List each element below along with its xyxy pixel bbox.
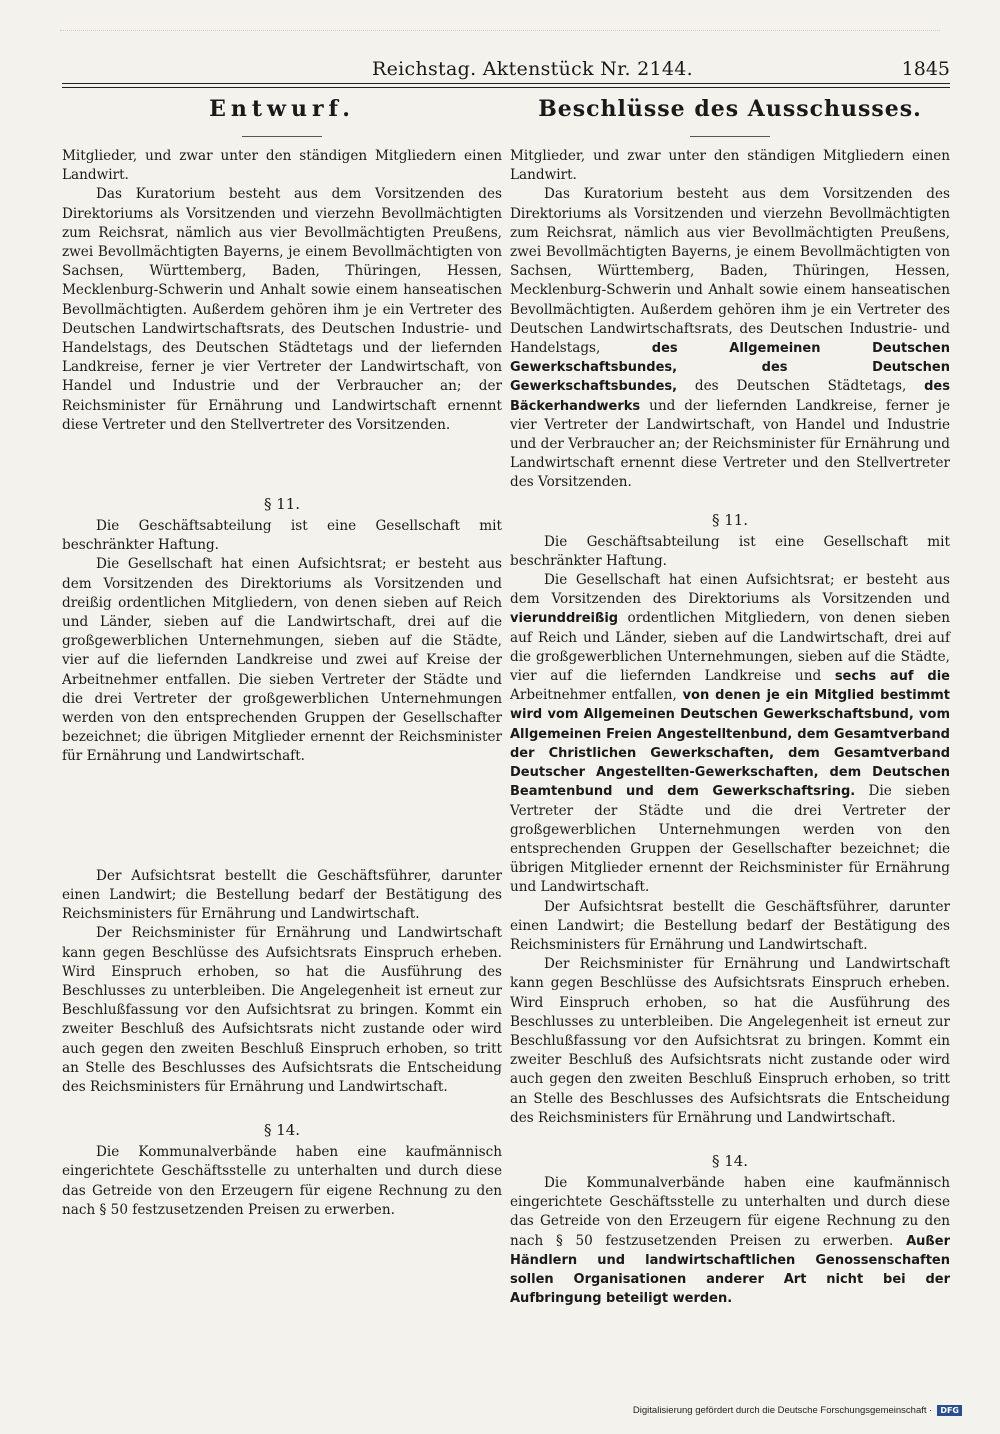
section-heading: § 11. <box>711 510 749 529</box>
scan-edge-noise <box>60 30 940 32</box>
left-column-title: Entwurf. <box>209 96 355 122</box>
text-run: Die Kommunalverbände haben eine kaufmännisch eingerichtete Geschäftsstelle zu unterhalten und durch diese das Getreide von den Erzeugern für eigene Rechnung zu den nach § 50 festzusetzenden Preisen zu erwerben. <box>510 1174 950 1249</box>
text-run: Arbeitnehmer entfallen, <box>510 687 677 704</box>
text-run: Die sieben Vertreter der Städte und die drei Vertreter der großgewerblichen Unternehmungen werden von den entsprechenden Gruppen der Gesellschafter bezeichnet; die übrigen Mitglieder ernennt der Reichsminister für Ernährung und Landwirtschaft. <box>510 783 950 896</box>
paragraph: Mitglieder, und zwar unter den ständigen Mitgliedern einen Landwirt. <box>62 148 502 184</box>
paragraph: Der Reichsminister für Ernährung und Landwirtschaft kann gegen Beschlüsse des Aufsichtsrats Einspruch erheben. Wird Einspruch erhoben, so hat die Ausführung des Beschlusses zu unterbleiben. Die Angelegenheit ist erneut zur Beschlußfassung vor den Aufsichtsrat zu bringen. Kommt ein zweiter Beschluß des Aufsichtsrats nicht zustande oder wird auch gegen den zweiten Beschluß Einspruch erhoben, so tritt an Stelle des Beschlusses des Aufsichtsrats die Entscheidung des Reichsministers für Ernährung und Landwirtschaft. <box>510 956 950 1126</box>
paragraph: Der Aufsichtsrat bestellt die Geschäftsführer, darunter einen Landwirt; die Bestellung bedarf der Bestätigung des Reichsministers für Ernährung und Landwirtschaft. <box>62 867 502 923</box>
amendment-text: vierunddreißig <box>510 611 619 627</box>
paragraph: Die Geschäftsabteilung ist eine Gesellschaft mit beschränkter Haftung. <box>510 533 950 569</box>
text-run: Die Gesellschaft hat einen Aufsichtsrat; er besteht aus dem Vorsitzenden des Direktoriums als Vorsitzenden und <box>510 572 950 608</box>
text-run: Das Kuratorium besteht aus dem Vorsitzenden des Direktoriums als Vorsitzenden und vierzehn Bevollmächtigten zum Reichsrat, nämlich aus vier Bevollmächtigten Preußens, zwei Bevollmächtigten Bayerns, je einem Bevollmächtigten von Sachsen, Württemberg, Baden, Thüringen, Hessen, Mecklenburg-Schwerin und Anhalt sowie einem hanseatischen Bevollmächtigten. Außerdem gehören ihm je ein Vertreter des Deutschen Landwirtschaftsrats, des Deutschen Industrie- und Handelstags, <box>510 186 950 357</box>
paragraph: Der Aufsichtsrat bestellt die Geschäftsführer, darunter einen Landwirt; die Bestellung bedarf der Bestätigung des Reichsministers für Ernährung und Landwirtschaft. <box>510 898 950 953</box>
text-run: und der liefernden Landkreise, ferner je vier Vertreter der Landwirtschaft, von Handel und Industrie und der Verbraucher an; der Reichsminister für Ernährung und Landwirtschaft ernennt diese Vertreter und den Stellvertreter des Vorsitzenden. <box>510 397 950 491</box>
page-header <box>62 58 950 82</box>
paragraph: Die Kommunalverbände haben eine kaufmännisch eingerichtete Geschäftsstelle zu unterhalten und durch diese das Getreide von den Erzeugern für eigene Rechnung zu den nach § 50 festzusetzenden Preisen zu erwerben. <box>62 1144 502 1218</box>
title-rule <box>690 136 770 137</box>
paragraph: Die Gesellschaft hat einen Aufsichtsrat; er besteht aus dem Vorsitzenden des Direktoriums als Vorsitzenden und dreißig ordentlichen Mitgliedern, von denen sieben auf Reich und Länder, sieben auf die Landwirtschaft, drei auf die großgewerblichen Unternehmungen, sieben auf die Städte, vier auf die liefernden Landkreise und zwei auf Kreise der Arbeitnehmer entfallen. Die sieben Vertreter der Städte und die drei Vertreter der großgewerblichen Unternehmungen werden von den entsprechenden Gruppen der Gesellschafter bezeichnet; die übrigen Mitglieder ernennt der Reichsminister für Ernährung und Landwirtschaft. <box>62 556 502 765</box>
amendment-text: des Bäckerhandwerks <box>510 379 950 414</box>
paragraph <box>510 1174 950 1308</box>
paragraph: Die Geschäftsabteilung ist eine Gesellschaft mit beschränkter Haftung. <box>62 518 502 554</box>
paragraph <box>510 185 950 492</box>
section-heading: § 11. <box>263 495 301 514</box>
text-run: des Deutschen Städtetags, <box>694 378 907 395</box>
left-column-draft <box>62 96 502 1346</box>
paragraph: Das Kuratorium besteht aus dem Vorsitzenden des Direktoriums als Vorsitzenden und vierzehn Bevollmächtigten zum Reichsrat, nämlich aus vier Bevollmächtigten Preußens, zwei Bevollmächtigten Bayerns, je einem Bevollmächtigten von Sachsen, Württemberg, Baden, Thüringen, Hessen, Mecklenburg-Schwerin und Anhalt sowie einem hanseatischen Bevollmächtigten. Außerdem gehören ihm je ein Vertreter des Deutschen Landwirtschaftsrats, des Deutschen Industrie- und Handelstags, des Deutschen Städtetags und der liefernden Landkreise, ferner je vier Vertreter der Landwirtschaft, von Handel und Industrie und der Verbraucher an; der Reichsminister für Ernährung und Landwirtschaft ernennt diese Vertreter und den Stellvertreter des Vorsitzenden. <box>62 186 502 433</box>
amendment-text: sechs auf die <box>834 669 950 685</box>
digitization-credit <box>633 1405 962 1416</box>
dfg-logo: DFG <box>937 1405 962 1416</box>
page-number: 1845 <box>901 58 950 80</box>
credit-text: Digitalisierung gefördert durch die Deutsche Forschungsgemeinschaft · <box>632 1405 933 1416</box>
right-column-committee <box>510 96 950 1346</box>
running-title: Reichstag. Aktenstück Nr. 2144. <box>372 58 694 80</box>
paragraph <box>510 571 950 897</box>
section-heading: § 14. <box>711 1151 749 1170</box>
amendment-text: des Allgemeinen Deutschen Gewerkschaftsbundes, des Deutschen Gewerkschaftsbundes, <box>510 341 950 395</box>
right-column-title: Beschlüsse des Ausschusses. <box>538 96 922 122</box>
paragraph: Mitglieder, und zwar unter den ständigen Mitgliedern einen Landwirt. <box>510 148 950 184</box>
spacer <box>62 767 502 867</box>
paragraph: Der Reichsminister für Ernährung und Landwirtschaft kann gegen Beschlüsse des Aufsichtsrats Einspruch erheben. Wird Einspruch erhoben, so hat die Ausführung des Beschlusses zu unterbleiben. Die Angelegenheit ist erneut zur Beschlußfassung vor den Aufsichtsrat zu bringen. Kommt ein zweiter Beschluß des Aufsichtsrats nicht zustande oder wird auch gegen den zweiten Beschluß Einspruch erhoben, so tritt an Stelle des Beschlusses des Aufsichtsrats die Entscheidung des Reichsministers für Ernährung und Landwirtschaft. <box>62 925 502 1095</box>
amendment-text: Außer Händlern und landwirtschaftlichen Genossenschaften sollen Organisationen anderer Art nicht bei der Aufbringung beteiligt werden. <box>510 1233 950 1307</box>
section-heading: § 14. <box>263 1121 301 1140</box>
title-rule <box>242 136 322 137</box>
text-run: ordentlichen Mitgliedern, von denen sieben auf Reich und Länder, sieben auf die Landwirtschaft, drei auf die großgewerblichen Unternehmungen, sieben auf die Städte, vier auf die liefernden Landkreise und <box>510 610 951 685</box>
amendment-text: von denen je ein Mitglied bestimmt wird vom Allgemeinen Deutschen Gewerkschaftsbund, vom Allgemeinen Freien Angestelltenbund, dem Gesamtverband der Christlichen Gewerkschaften, dem Gesamtverband Deutscher Angestellten-Gewerkschaften, dem Deutschen Beamtenbund und dem Gewerkschaftsring. <box>510 688 951 800</box>
header-rule <box>62 83 950 88</box>
